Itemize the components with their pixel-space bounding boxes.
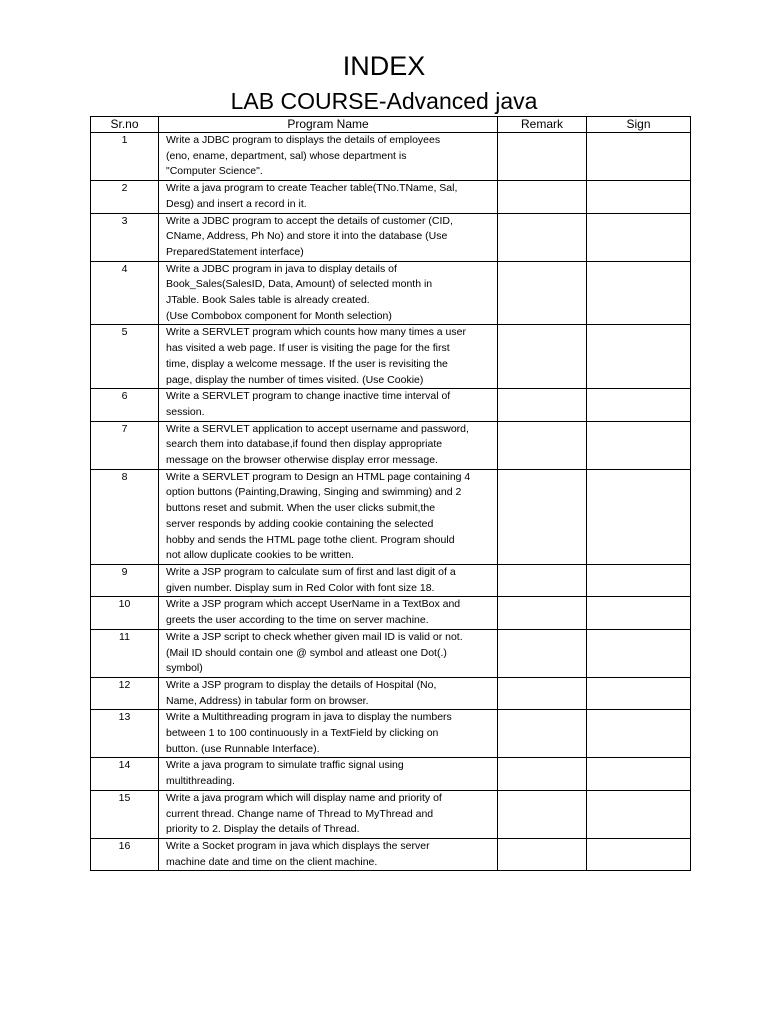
remark-cell: [498, 469, 587, 564]
table-row: [91, 677, 691, 709]
sign-cell: [587, 790, 691, 838]
program-name-line: Write a Multithreading program in java to display the numbers: [166, 711, 452, 724]
header-row: [91, 117, 691, 133]
remark-cell: [498, 389, 587, 421]
sign-cell: [587, 758, 691, 790]
remark-cell: [498, 629, 587, 677]
program-name-line: Name, Address) in tabular form on browser.: [166, 694, 369, 707]
program-name-cell: [159, 261, 498, 325]
index-table: [90, 116, 691, 871]
program-name-line: not allow duplicate cookies to be written.: [166, 549, 354, 562]
program-name-cell: [159, 677, 498, 709]
table-row: [91, 597, 691, 629]
row-number: 9: [91, 564, 159, 596]
row-number: 6: [91, 389, 159, 421]
sign-cell: [587, 597, 691, 629]
program-name-line: given number. Display sum in Red Color with font size 18.: [166, 581, 435, 594]
sign-cell: [587, 421, 691, 469]
remark-cell: [498, 181, 587, 213]
program-name-line: time, display a welcome message. If the user is revisiting the: [166, 357, 448, 370]
program-name-line: machine date and time on the client machine.: [166, 855, 378, 868]
sign-cell: [587, 838, 691, 870]
program-name-cell: [159, 213, 498, 261]
program-name-cell: [159, 597, 498, 629]
table-row: [91, 389, 691, 421]
program-name-line: buttons reset and submit. When the user clicks submit,the: [166, 502, 436, 515]
program-name-cell: [159, 469, 498, 564]
row-number: 7: [91, 421, 159, 469]
table-row: [91, 469, 691, 564]
table-row: [91, 758, 691, 790]
row-number: 15: [91, 790, 159, 838]
sign-cell: [587, 710, 691, 758]
sign-cell: [587, 677, 691, 709]
remark-cell: [498, 261, 587, 325]
program-name-line: Write a JSP script to check whether given mail ID is valid or not.: [166, 630, 463, 643]
row-number: 5: [91, 325, 159, 389]
program-name-line: "Computer Science".: [166, 165, 263, 178]
program-name-line: Write a Socket program in java which displays the server: [166, 839, 430, 852]
program-name-cell: [159, 421, 498, 469]
program-name-line: Write a JSP program to display the details of Hospital (No,: [166, 678, 437, 691]
program-name-line: has visited a web page. If user is visiting the page for the first: [166, 342, 450, 355]
program-name-line: Write a SERVLET application to accept username and password,: [166, 422, 469, 435]
program-name-line: priority to 2. Display the details of Thread.: [166, 823, 360, 836]
remark-cell: [498, 564, 587, 596]
row-number: 3: [91, 213, 159, 261]
program-name-line: session.: [166, 405, 205, 418]
program-name-line: hobby and sends the HTML page tothe client. Program should: [166, 533, 455, 546]
program-name-line: option buttons (Painting,Drawing, Singing and swimming) and 2: [166, 486, 462, 499]
program-name-cell: [159, 629, 498, 677]
table-row: [91, 213, 691, 261]
program-name-line: Book_Sales(SalesID, Data, Amount) of selected month in: [166, 278, 433, 291]
program-name-line: Desg) and insert a record in it.: [166, 197, 307, 210]
row-number: 12: [91, 677, 159, 709]
program-name-line: Write a JDBC program to displays the details of employees: [166, 134, 441, 146]
table-row: [91, 564, 691, 596]
sign-cell: [587, 325, 691, 389]
remark-cell: [498, 758, 587, 790]
program-name-cell: [159, 758, 498, 790]
program-name-line: PreparedStatement interface): [166, 245, 304, 258]
program-name-line: server responds by adding cookie containing the selected: [166, 517, 434, 530]
program-name-line: search them into database,if found then display appropriate: [166, 438, 443, 451]
table-row: [91, 838, 691, 870]
program-name-cell: [159, 710, 498, 758]
remark-header: Remark: [498, 117, 587, 133]
row-number: 1: [91, 133, 159, 181]
remark-cell: [498, 790, 587, 838]
program-name-line: Write a JSP program to calculate sum of first and last digit of a: [166, 565, 456, 578]
program-name-line: (Use Combobox component for Month selection): [166, 309, 392, 322]
program-name-line: Write a JDBC program in java to display details of: [166, 262, 397, 275]
program-name-line: multithreading.: [166, 775, 235, 788]
program-name-line: (eno, ename, department, sal) whose department is: [166, 149, 407, 162]
table-row: [91, 710, 691, 758]
remark-cell: [498, 325, 587, 389]
row-number: 2: [91, 181, 159, 213]
table-row: [91, 133, 691, 181]
row-number: 13: [91, 710, 159, 758]
sign-cell: [587, 564, 691, 596]
remark-cell: [498, 421, 587, 469]
remark-cell: [498, 133, 587, 181]
remark-cell: [498, 597, 587, 629]
table-body: [91, 133, 691, 871]
program-name-cell: [159, 790, 498, 838]
program-name-line: Write a JSP program which accept UserName in a TextBox and: [166, 598, 461, 611]
program-name-cell: [159, 133, 498, 181]
row-number: 16: [91, 838, 159, 870]
remark-cell: [498, 838, 587, 870]
sign-cell: [587, 133, 691, 181]
table-row: [91, 181, 691, 213]
remark-cell: [498, 710, 587, 758]
page-subtitle: LAB COURSE-Advanced java: [230, 88, 538, 114]
program-name-line: Write a JDBC program to accept the details of customer (CID,: [166, 214, 453, 227]
program-name-line: Write a java program to simulate traffic signal using: [166, 759, 404, 772]
program-name-line: Write a java program to create Teacher table(TNo.TName, Sal,: [166, 182, 458, 195]
table-row: [91, 629, 691, 677]
remark-cell: [498, 677, 587, 709]
program-name-line: symbol): [166, 662, 203, 675]
row-number: 14: [91, 758, 159, 790]
program-name-cell: [159, 181, 498, 213]
table-row: [91, 790, 691, 838]
sign-cell: [587, 629, 691, 677]
sign-header: Sign: [587, 117, 691, 133]
sign-cell: [587, 469, 691, 564]
program-name-line: current thread. Change name of Thread to MyThread and: [166, 807, 434, 820]
sign-cell: [587, 261, 691, 325]
row-number: 10: [91, 597, 159, 629]
row-number: 8: [91, 469, 159, 564]
sign-cell: [587, 181, 691, 213]
program-name-line: greets the user according to the time on server machine.: [166, 614, 429, 627]
program-name-line: Write a SERVLET program which counts how many times a user: [166, 326, 466, 339]
program-name-line: Write a SERVLET program to Design an HTML page containing 4: [166, 470, 471, 483]
program-name-cell: [159, 838, 498, 870]
program-name-line: between 1 to 100 continuously in a TextField by clicking on: [166, 727, 439, 740]
table-row: [91, 261, 691, 325]
sign-cell: [587, 213, 691, 261]
program-name-line: page, display the number of times visited. (Use Cookie): [166, 373, 424, 386]
program-name-line: message on the browser otherwise display error message.: [166, 454, 438, 467]
table-row: [91, 421, 691, 469]
program-name-cell: [159, 325, 498, 389]
page-title: INDEX: [342, 51, 426, 81]
program-name-header: Program Name: [159, 117, 498, 133]
program-name-line: button. (use Runnable Interface).: [166, 742, 320, 755]
sign-cell: [587, 389, 691, 421]
table-row: [91, 325, 691, 389]
srno-header: Sr.no: [91, 117, 159, 133]
program-name-line: Write a SERVLET program to change inactive time interval of: [166, 390, 451, 403]
row-number: 4: [91, 261, 159, 325]
program-name-line: (Mail ID should contain one @ symbol and atleast one Dot(.): [166, 646, 447, 659]
program-name-cell: [159, 564, 498, 596]
row-number: 11: [91, 629, 159, 677]
program-name-cell: [159, 389, 498, 421]
program-name-line: Write a java program which will display name and priority of: [166, 791, 442, 804]
program-name-line: CName, Address, Ph No) and store it into the database (Use: [166, 230, 448, 243]
program-name-line: JTable. Book Sales table is already created.: [166, 294, 370, 307]
remark-cell: [498, 213, 587, 261]
